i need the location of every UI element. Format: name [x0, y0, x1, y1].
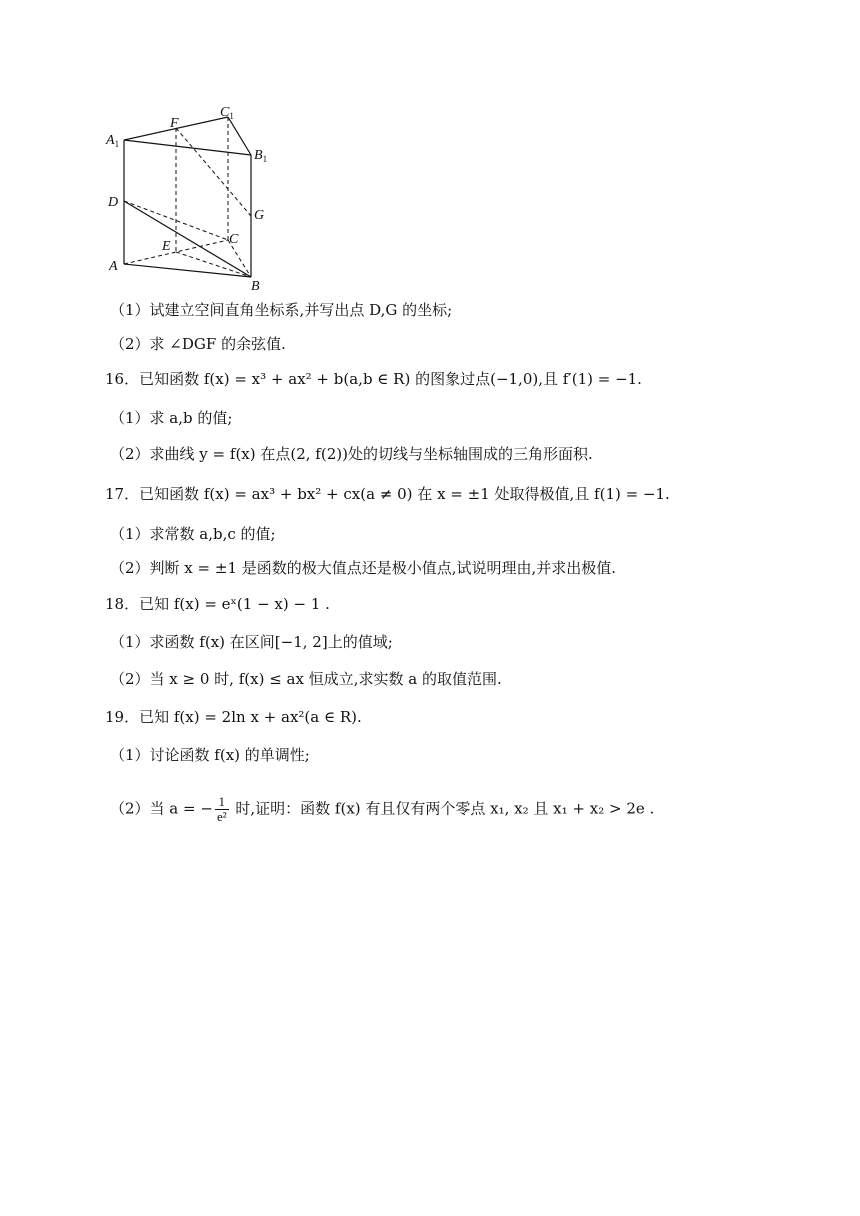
- fraction-denominator: e²: [216, 809, 227, 824]
- label-A: A: [109, 259, 118, 274]
- prism-diagram: [100, 100, 290, 295]
- q17-stem: 17．已知函数 f(x) = ax³ + bx² + cx(a ≠ 0) 在 x = ±1 处取得极值,且 f(1) = −1.: [105, 485, 670, 503]
- segment-F-G: [176, 128, 251, 216]
- label-B1: $B_1$: [254, 148, 268, 164]
- label-G: G: [254, 208, 265, 223]
- edge-A1-B1: [124, 140, 251, 155]
- q19-part1: （1）讨论函数 f(x) 的单调性;: [110, 746, 310, 764]
- fraction-numerator: 1: [215, 795, 229, 810]
- label-B: B: [251, 279, 260, 294]
- fraction: [215, 795, 229, 824]
- q15-part2: （2）求 ∠DGF 的余弦值.: [110, 335, 286, 353]
- q19-part2: [110, 795, 654, 824]
- label-C: C: [229, 232, 239, 247]
- q15-part1: （1）试建立空间直角坐标系,并写出点 D,G 的坐标;: [110, 301, 453, 319]
- q18-part2: （2）当 x ≥ 0 时, f(x) ≤ ax 恒成立,求实数 a 的取值范围.: [110, 670, 502, 688]
- label-F: F: [170, 116, 179, 131]
- prism-figure: [100, 100, 290, 295]
- q18-part1: （1）求函数 f(x) 在区间[−1, 2]上的值域;: [110, 633, 393, 651]
- edge-C1-B1: [228, 117, 251, 155]
- q18-stem: 18．已知 f(x) = eˣ(1 − x) − 1 .: [105, 595, 330, 613]
- label-C1: $C_1$: [220, 105, 234, 121]
- label-D: D: [108, 195, 119, 210]
- q16-stem: 16．已知函数 f(x) = x³ + ax² + b(a,b ∈ R) 的图象过点(−1,0),且 f′(1) = −1.: [105, 370, 642, 388]
- q16-part1: （1）求 a,b 的值;: [110, 409, 233, 427]
- q17-part2: （2）判断 x = ±1 是函数的极大值点还是极小值点,试说明理由,并求出极值.: [110, 559, 617, 577]
- q16-part2: （2）求曲线 y = f(x) 在点(2, f(2))处的切线与坐标轴围成的三角形面积.: [110, 445, 593, 463]
- q17-part1: （1）求常数 a,b,c 的值;: [110, 525, 276, 543]
- label-E: E: [162, 239, 171, 254]
- q19-stem: 19．已知 f(x) = 2ln x + ax²(a ∈ R).: [105, 708, 362, 726]
- label-A1: $A_1$: [106, 133, 120, 149]
- q19-part2-prefix: （2）当 a = −: [110, 799, 213, 818]
- q19-part2-suffix: 时,证明：函数 f(x) 有且仅有两个零点 x₁, x₂ 且 x₁ + x₂ > 2e .: [230, 799, 655, 818]
